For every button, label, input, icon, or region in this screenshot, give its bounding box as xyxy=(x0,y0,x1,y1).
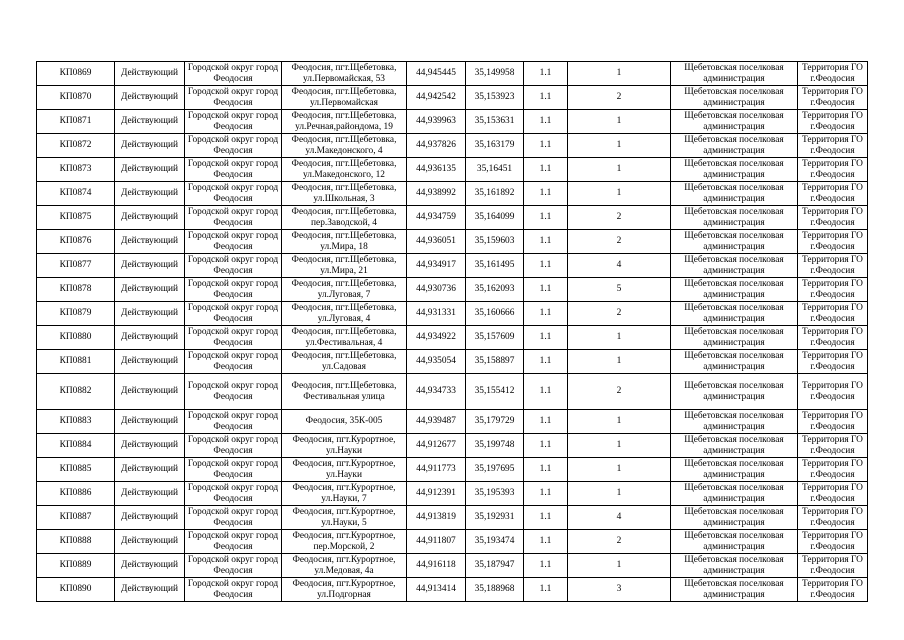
container-count-cell: 4 xyxy=(568,506,671,530)
longitude-cell: 35,160666 xyxy=(466,302,524,326)
table-row xyxy=(37,206,868,230)
table-row xyxy=(37,374,868,410)
volume-cell: 1.1 xyxy=(524,482,568,506)
district-cell: Городской округ город Феодосия xyxy=(185,458,282,482)
status-cell: Действующий xyxy=(115,554,185,578)
container-count-cell: 1 xyxy=(568,62,671,86)
container-count-cell: 1 xyxy=(568,458,671,482)
longitude-cell: 35,155412 xyxy=(466,374,524,410)
status-cell: Действующий xyxy=(115,506,185,530)
address-cell: Феодосия, пгт.Щебетовка, ул.Фестивальная, 4 xyxy=(282,326,407,350)
status-cell: Действующий xyxy=(115,86,185,110)
owner-cell: Щебетовская поселковая администрация xyxy=(671,182,798,206)
status-cell: Действующий xyxy=(115,530,185,554)
district-cell: Городской округ город Феодосия xyxy=(185,86,282,110)
container-count-cell: 2 xyxy=(568,302,671,326)
table-row xyxy=(37,110,868,134)
district-cell: Городской округ город Феодосия xyxy=(185,578,282,602)
latitude-cell: 44,939963 xyxy=(407,110,466,134)
table-row xyxy=(37,158,868,182)
latitude-cell: 44,913414 xyxy=(407,578,466,602)
latitude-cell: 44,942542 xyxy=(407,86,466,110)
longitude-cell: 35,159603 xyxy=(466,230,524,254)
container-sites-table xyxy=(36,61,868,602)
site-id-cell: КП0890 xyxy=(37,578,115,602)
latitude-cell: 44,911773 xyxy=(407,458,466,482)
table-row xyxy=(37,134,868,158)
status-cell: Действующий xyxy=(115,110,185,134)
owner-cell: Щебетовская поселковая администрация xyxy=(671,350,798,374)
site-id-cell: КП0882 xyxy=(37,374,115,410)
table-row xyxy=(37,254,868,278)
district-cell: Городской округ город Феодосия xyxy=(185,230,282,254)
table-row xyxy=(37,230,868,254)
status-cell: Действующий xyxy=(115,182,185,206)
status-cell: Действующий xyxy=(115,278,185,302)
latitude-cell: 44,916118 xyxy=(407,554,466,578)
site-id-cell: КП0886 xyxy=(37,482,115,506)
latitude-cell: 44,937826 xyxy=(407,134,466,158)
volume-cell: 1.1 xyxy=(524,254,568,278)
address-cell: Феодосия, пгт.Курортное, ул.Науки, 7 xyxy=(282,482,407,506)
owner-cell: Щебетовская поселковая администрация xyxy=(671,374,798,410)
longitude-cell: 35,164099 xyxy=(466,206,524,230)
site-id-cell: КП0879 xyxy=(37,302,115,326)
site-id-cell: КП0885 xyxy=(37,458,115,482)
latitude-cell: 44,930736 xyxy=(407,278,466,302)
volume-cell: 1.1 xyxy=(524,434,568,458)
volume-cell: 1.1 xyxy=(524,326,568,350)
status-cell: Действующий xyxy=(115,134,185,158)
volume-cell: 1.1 xyxy=(524,62,568,86)
district-cell: Городской округ город Феодосия xyxy=(185,350,282,374)
territory-cell: Территория ГО г.Феодосия xyxy=(798,410,868,434)
latitude-cell: 44,934733 xyxy=(407,374,466,410)
table-row xyxy=(37,434,868,458)
latitude-cell: 44,936051 xyxy=(407,230,466,254)
owner-cell: Щебетовская поселковая администрация xyxy=(671,158,798,182)
address-cell: Феодосия, пгт.Курортное, ул.Науки xyxy=(282,434,407,458)
district-cell: Городской округ город Феодосия xyxy=(185,374,282,410)
table-row xyxy=(37,86,868,110)
longitude-cell: 35,193474 xyxy=(466,530,524,554)
container-count-cell: 1 xyxy=(568,326,671,350)
container-count-cell: 1 xyxy=(568,134,671,158)
latitude-cell: 44,912391 xyxy=(407,482,466,506)
district-cell: Городской округ город Феодосия xyxy=(185,110,282,134)
owner-cell: Щебетовская поселковая администрация xyxy=(671,482,798,506)
longitude-cell: 35,197695 xyxy=(466,458,524,482)
address-cell: Феодосия, пгт.Щебетовка, Фестивальная улица xyxy=(282,374,407,410)
volume-cell: 1.1 xyxy=(524,506,568,530)
volume-cell: 1.1 xyxy=(524,110,568,134)
longitude-cell: 35,153631 xyxy=(466,110,524,134)
table-row xyxy=(37,62,868,86)
longitude-cell: 35,187947 xyxy=(466,554,524,578)
latitude-cell: 44,939487 xyxy=(407,410,466,434)
district-cell: Городской округ город Феодосия xyxy=(185,302,282,326)
status-cell: Действующий xyxy=(115,206,185,230)
district-cell: Городской округ город Феодосия xyxy=(185,278,282,302)
address-cell: Феодосия, пгт.Щебетовка, ул.Македонского, 12 xyxy=(282,158,407,182)
table-body xyxy=(37,62,868,602)
territory-cell: Территория ГО г.Феодосия xyxy=(798,62,868,86)
latitude-cell: 44,913819 xyxy=(407,506,466,530)
address-cell: Феодосия, пгт.Щебетовка, ул.Первомайская, 53 xyxy=(282,62,407,86)
territory-cell: Территория ГО г.Феодосия xyxy=(798,302,868,326)
site-id-cell: КП0883 xyxy=(37,410,115,434)
owner-cell: Щебетовская поселковая администрация xyxy=(671,110,798,134)
container-count-cell: 1 xyxy=(568,482,671,506)
status-cell: Действующий xyxy=(115,410,185,434)
site-id-cell: КП0880 xyxy=(37,326,115,350)
address-cell: Феодосия, пгт.Щебетовка, ул.Луговая, 4 xyxy=(282,302,407,326)
territory-cell: Территория ГО г.Феодосия xyxy=(798,134,868,158)
volume-cell: 1.1 xyxy=(524,578,568,602)
table-row xyxy=(37,458,868,482)
table-row xyxy=(37,326,868,350)
container-count-cell: 2 xyxy=(568,86,671,110)
owner-cell: Щебетовская поселковая администрация xyxy=(671,410,798,434)
table-row xyxy=(37,578,868,602)
owner-cell: Щебетовская поселковая администрация xyxy=(671,554,798,578)
container-count-cell: 1 xyxy=(568,554,671,578)
volume-cell: 1.1 xyxy=(524,302,568,326)
owner-cell: Щебетовская поселковая администрация xyxy=(671,62,798,86)
longitude-cell: 35,157609 xyxy=(466,326,524,350)
territory-cell: Территория ГО г.Феодосия xyxy=(798,434,868,458)
address-cell: Феодосия, пгт.Щебетовка, ул.Мира, 18 xyxy=(282,230,407,254)
longitude-cell: 35,161892 xyxy=(466,182,524,206)
territory-cell: Территория ГО г.Феодосия xyxy=(798,206,868,230)
longitude-cell: 35,195393 xyxy=(466,482,524,506)
status-cell: Действующий xyxy=(115,434,185,458)
district-cell: Городской округ город Феодосия xyxy=(185,134,282,158)
status-cell: Действующий xyxy=(115,62,185,86)
volume-cell: 1.1 xyxy=(524,158,568,182)
longitude-cell: 35,192931 xyxy=(466,506,524,530)
territory-cell: Территория ГО г.Феодосия xyxy=(798,326,868,350)
status-cell: Действующий xyxy=(115,374,185,410)
owner-cell: Щебетовская поселковая администрация xyxy=(671,230,798,254)
volume-cell: 1.1 xyxy=(524,206,568,230)
territory-cell: Территория ГО г.Феодосия xyxy=(798,374,868,410)
address-cell: Феодосия, 35К-005 xyxy=(282,410,407,434)
district-cell: Городской округ город Феодосия xyxy=(185,206,282,230)
container-count-cell: 5 xyxy=(568,278,671,302)
district-cell: Городской округ город Феодосия xyxy=(185,62,282,86)
site-id-cell: КП0878 xyxy=(37,278,115,302)
longitude-cell: 35,163179 xyxy=(466,134,524,158)
volume-cell: 1.1 xyxy=(524,458,568,482)
district-cell: Городской округ город Феодосия xyxy=(185,410,282,434)
container-count-cell: 2 xyxy=(568,374,671,410)
site-id-cell: КП0875 xyxy=(37,206,115,230)
volume-cell: 1.1 xyxy=(524,86,568,110)
address-cell: Феодосия, пгт.Курортное, ул.Подгорная xyxy=(282,578,407,602)
volume-cell: 1.1 xyxy=(524,374,568,410)
address-cell: Феодосия, пгт.Щебетовка, ул.Македонского, 4 xyxy=(282,134,407,158)
site-id-cell: КП0871 xyxy=(37,110,115,134)
owner-cell: Щебетовская поселковая администрация xyxy=(671,434,798,458)
address-cell: Феодосия, пгт.Щебетовка, ул.Речная,районд​ома, 19 xyxy=(282,110,407,134)
longitude-cell: 35,153923 xyxy=(466,86,524,110)
table-row xyxy=(37,350,868,374)
territory-cell: Территория ГО г.Феодосия xyxy=(798,578,868,602)
document-page xyxy=(36,61,867,602)
address-cell: Феодосия, пгт.Курортное, ул.Науки, 5 xyxy=(282,506,407,530)
container-count-cell: 2 xyxy=(568,230,671,254)
owner-cell: Щебетовская поселковая администрация xyxy=(671,86,798,110)
site-id-cell: КП0884 xyxy=(37,434,115,458)
table-row xyxy=(37,506,868,530)
district-cell: Городской округ город Феодосия xyxy=(185,554,282,578)
site-id-cell: КП0877 xyxy=(37,254,115,278)
site-id-cell: КП0889 xyxy=(37,554,115,578)
container-count-cell: 1 xyxy=(568,410,671,434)
latitude-cell: 44,931331 xyxy=(407,302,466,326)
table-row xyxy=(37,182,868,206)
site-id-cell: КП0870 xyxy=(37,86,115,110)
territory-cell: Территория ГО г.Феодосия xyxy=(798,554,868,578)
territory-cell: Территория ГО г.Феодосия xyxy=(798,278,868,302)
status-cell: Действующий xyxy=(115,158,185,182)
territory-cell: Территория ГО г.Феодосия xyxy=(798,458,868,482)
latitude-cell: 44,934922 xyxy=(407,326,466,350)
territory-cell: Территория ГО г.Феодосия xyxy=(798,110,868,134)
latitude-cell: 44,912677 xyxy=(407,434,466,458)
district-cell: Городской округ город Феодосия xyxy=(185,482,282,506)
longitude-cell: 35,199748 xyxy=(466,434,524,458)
container-count-cell: 3 xyxy=(568,578,671,602)
territory-cell: Территория ГО г.Феодосия xyxy=(798,254,868,278)
longitude-cell: 35,161495 xyxy=(466,254,524,278)
site-id-cell: КП0881 xyxy=(37,350,115,374)
status-cell: Действующий xyxy=(115,482,185,506)
container-count-cell: 2 xyxy=(568,530,671,554)
district-cell: Городской округ город Феодосия xyxy=(185,158,282,182)
status-cell: Действующий xyxy=(115,230,185,254)
latitude-cell: 44,934759 xyxy=(407,206,466,230)
owner-cell: Щебетовская поселковая администрация xyxy=(671,506,798,530)
longitude-cell: 35,179729 xyxy=(466,410,524,434)
container-count-cell: 1 xyxy=(568,350,671,374)
district-cell: Городской округ город Феодосия xyxy=(185,506,282,530)
district-cell: Городской округ город Феодосия xyxy=(185,182,282,206)
longitude-cell: 35,188968 xyxy=(466,578,524,602)
container-count-cell: 1 xyxy=(568,110,671,134)
latitude-cell: 44,938992 xyxy=(407,182,466,206)
container-count-cell: 1 xyxy=(568,434,671,458)
container-count-cell: 2 xyxy=(568,206,671,230)
table-row xyxy=(37,278,868,302)
address-cell: Феодосия, пгт.Щебетовка, ул.Школьная, 3 xyxy=(282,182,407,206)
table-row xyxy=(37,302,868,326)
latitude-cell: 44,934917 xyxy=(407,254,466,278)
status-cell: Действующий xyxy=(115,302,185,326)
district-cell: Городской округ город Феодосия xyxy=(185,434,282,458)
latitude-cell: 44,936135 xyxy=(407,158,466,182)
longitude-cell: 35,158897 xyxy=(466,350,524,374)
territory-cell: Территория ГО г.Феодосия xyxy=(798,182,868,206)
table-row xyxy=(37,410,868,434)
address-cell: Феодосия, пгт.Курортное, пер.Морской, 2 xyxy=(282,530,407,554)
volume-cell: 1.1 xyxy=(524,278,568,302)
territory-cell: Территория ГО г.Феодосия xyxy=(798,530,868,554)
latitude-cell: 44,911807 xyxy=(407,530,466,554)
district-cell: Городской округ город Феодосия xyxy=(185,254,282,278)
status-cell: Действующий xyxy=(115,458,185,482)
site-id-cell: КП0887 xyxy=(37,506,115,530)
site-id-cell: КП0874 xyxy=(37,182,115,206)
address-cell: Феодосия, пгт.Щебетовка, ул.Садовая xyxy=(282,350,407,374)
address-cell: Феодосия, пгт.Курортное, ул.Науки xyxy=(282,458,407,482)
container-count-cell: 1 xyxy=(568,182,671,206)
table-row xyxy=(37,530,868,554)
container-count-cell: 1 xyxy=(568,158,671,182)
table-row xyxy=(37,554,868,578)
status-cell: Действующий xyxy=(115,578,185,602)
longitude-cell: 35,149958 xyxy=(466,62,524,86)
container-count-cell: 4 xyxy=(568,254,671,278)
territory-cell: Территория ГО г.Феодосия xyxy=(798,506,868,530)
latitude-cell: 44,945445 xyxy=(407,62,466,86)
owner-cell: Щебетовская поселковая администрация xyxy=(671,458,798,482)
volume-cell: 1.1 xyxy=(524,134,568,158)
site-id-cell: КП0872 xyxy=(37,134,115,158)
address-cell: Феодосия, пгт.Щебетовка, ул.Луговая, 7 xyxy=(282,278,407,302)
site-id-cell: КП0888 xyxy=(37,530,115,554)
territory-cell: Территория ГО г.Феодосия xyxy=(798,230,868,254)
owner-cell: Щебетовская поселковая администрация xyxy=(671,530,798,554)
address-cell: Феодосия, пгт.Щебетовка, ул.Первомайская xyxy=(282,86,407,110)
status-cell: Действующий xyxy=(115,350,185,374)
address-cell: Феодосия, пгт.Щебетовка, ул.Мира, 21 xyxy=(282,254,407,278)
owner-cell: Щебетовская поселковая администрация xyxy=(671,206,798,230)
address-cell: Феодосия, пгт.Щебетовка, пер.Заводской, 4 xyxy=(282,206,407,230)
owner-cell: Щебетовская поселковая администрация xyxy=(671,326,798,350)
territory-cell: Территория ГО г.Феодосия xyxy=(798,86,868,110)
territory-cell: Территория ГО г.Феодосия xyxy=(798,482,868,506)
latitude-cell: 44,935054 xyxy=(407,350,466,374)
district-cell: Городской округ город Феодосия xyxy=(185,530,282,554)
volume-cell: 1.1 xyxy=(524,410,568,434)
status-cell: Действующий xyxy=(115,326,185,350)
owner-cell: Щебетовская поселковая администрация xyxy=(671,302,798,326)
owner-cell: Щебетовская поселковая администрация xyxy=(671,578,798,602)
address-cell: Феодосия, пгт.Курортное, ул.Медовая, 4а xyxy=(282,554,407,578)
owner-cell: Щебетовская поселковая администрация xyxy=(671,134,798,158)
volume-cell: 1.1 xyxy=(524,350,568,374)
site-id-cell: КП0873 xyxy=(37,158,115,182)
owner-cell: Щебетовская поселковая администрация xyxy=(671,278,798,302)
site-id-cell: КП0869 xyxy=(37,62,115,86)
table-row xyxy=(37,482,868,506)
district-cell: Городской округ город Феодосия xyxy=(185,326,282,350)
longitude-cell: 35,162093 xyxy=(466,278,524,302)
site-id-cell: КП0876 xyxy=(37,230,115,254)
volume-cell: 1.1 xyxy=(524,230,568,254)
volume-cell: 1.1 xyxy=(524,554,568,578)
territory-cell: Территория ГО г.Феодосия xyxy=(798,350,868,374)
territory-cell: Территория ГО г.Феодосия xyxy=(798,158,868,182)
owner-cell: Щебетовская поселковая администрация xyxy=(671,254,798,278)
status-cell: Действующий xyxy=(115,254,185,278)
longitude-cell: 35,16451 xyxy=(466,158,524,182)
volume-cell: 1.1 xyxy=(524,530,568,554)
volume-cell: 1.1 xyxy=(524,182,568,206)
